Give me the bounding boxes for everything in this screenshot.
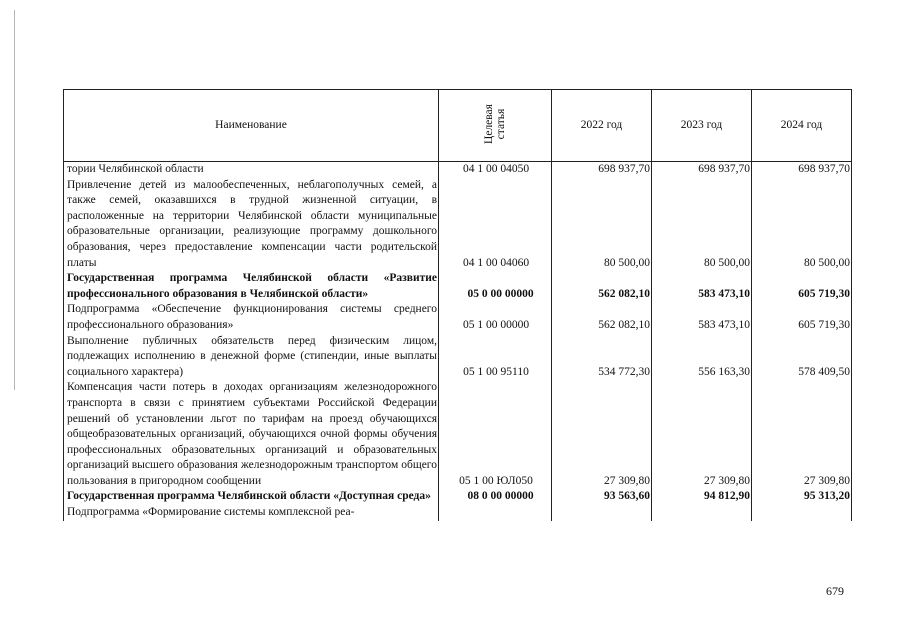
row-2022: 27 309,80	[552, 380, 652, 489]
row-code: 04 1 00 04050	[439, 162, 552, 178]
header-2023: 2023 год	[652, 90, 752, 162]
row-2024: 95 313,20	[752, 489, 852, 505]
table-row	[64, 334, 852, 381]
table-row	[64, 178, 852, 272]
row-2023: 94 812,90	[652, 489, 752, 505]
row-2024: 698 937,70	[752, 162, 852, 178]
header-code-label: Целевая статья	[483, 104, 507, 145]
table-row	[64, 302, 852, 333]
row-code: 05 0 00 00000	[439, 271, 552, 302]
row-2022: 698 937,70	[552, 162, 652, 178]
row-code: 08 0 00 00000	[439, 489, 552, 505]
header-name: Наименование	[64, 90, 439, 162]
row-2024: 605 719,30	[752, 271, 852, 302]
header-2024: 2024 год	[752, 90, 852, 162]
row-2022: 93 563,60	[552, 489, 652, 505]
row-2024: 27 309,80	[752, 380, 852, 489]
table-row	[64, 380, 852, 489]
row-name: Подпрограмма «Обеспечение функционирования системы среднего профессионального образования»	[64, 302, 439, 333]
row-2023: 583 473,10	[652, 302, 752, 333]
row-2024: 605 719,30	[752, 302, 852, 333]
row-2024: 80 500,00	[752, 178, 852, 272]
row-code	[439, 505, 552, 521]
page-edge-line	[14, 10, 15, 390]
table-row-program	[64, 489, 852, 505]
row-2023: 80 500,00	[652, 178, 752, 272]
row-name: Государственная программа Челябинской области «Доступная среда»	[64, 489, 439, 505]
table-row-program	[64, 271, 852, 302]
row-2023: 556 163,30	[652, 334, 752, 381]
header-code	[439, 90, 552, 162]
row-name: Государственная программа Челябинской области «Развитие профессионального образования в Челябинской области»	[64, 271, 439, 302]
row-2022: 562 082,10	[552, 302, 652, 333]
budget-table	[63, 89, 852, 521]
row-name: тории Челябинской области	[64, 162, 439, 178]
row-name: Привлечение детей из малообеспеченных, неблагополучных семей, а также семей, оказавшихся в трудной жизненной ситуации, в расположенные на территории Челябинской области муниципальные образовательные организации, реализующие программу дошкольного образования, через предоставление компенсации части родительской платы	[64, 178, 439, 272]
row-code: 04 1 00 04060	[439, 178, 552, 272]
table-row	[64, 162, 852, 178]
row-2022	[552, 505, 652, 521]
row-2022: 80 500,00	[552, 178, 652, 272]
row-name: Компенсация части потерь в доходах организациям железнодорожного транспорта в связи с принятием субъектами Российской Федерации решений об установлении льгот по тарифам на проезд обучающихся общеобразовательных организаций, обучающихся очной формы обучения профессиональных образовательных организаций и образовательных организаций высшего образования железнодорожным транспортом общего пользования в пригородном сообщении	[64, 380, 439, 489]
row-2023	[652, 505, 752, 521]
page-number: 679	[826, 584, 844, 598]
row-code: 05 1 00 95110	[439, 334, 552, 381]
row-2023: 583 473,10	[652, 271, 752, 302]
row-2024	[752, 505, 852, 521]
row-name: Выполнение публичных обязательств перед физическим лицом, подлежащих исполнению в денежной форме (стипендии, иные выплаты социального характера)	[64, 334, 439, 381]
table-row	[64, 505, 852, 521]
header-2022: 2022 год	[552, 90, 652, 162]
row-code: 05 1 00 ЮЛ050	[439, 380, 552, 489]
row-2023: 698 937,70	[652, 162, 752, 178]
row-2022: 562 082,10	[552, 271, 652, 302]
row-2024: 578 409,50	[752, 334, 852, 381]
table-header-row	[64, 90, 852, 162]
row-name: Подпрограмма «Формирование системы комплексной реа-	[64, 505, 439, 521]
row-code: 05 1 00 00000	[439, 302, 552, 333]
row-2022: 534 772,30	[552, 334, 652, 381]
row-2023: 27 309,80	[652, 380, 752, 489]
